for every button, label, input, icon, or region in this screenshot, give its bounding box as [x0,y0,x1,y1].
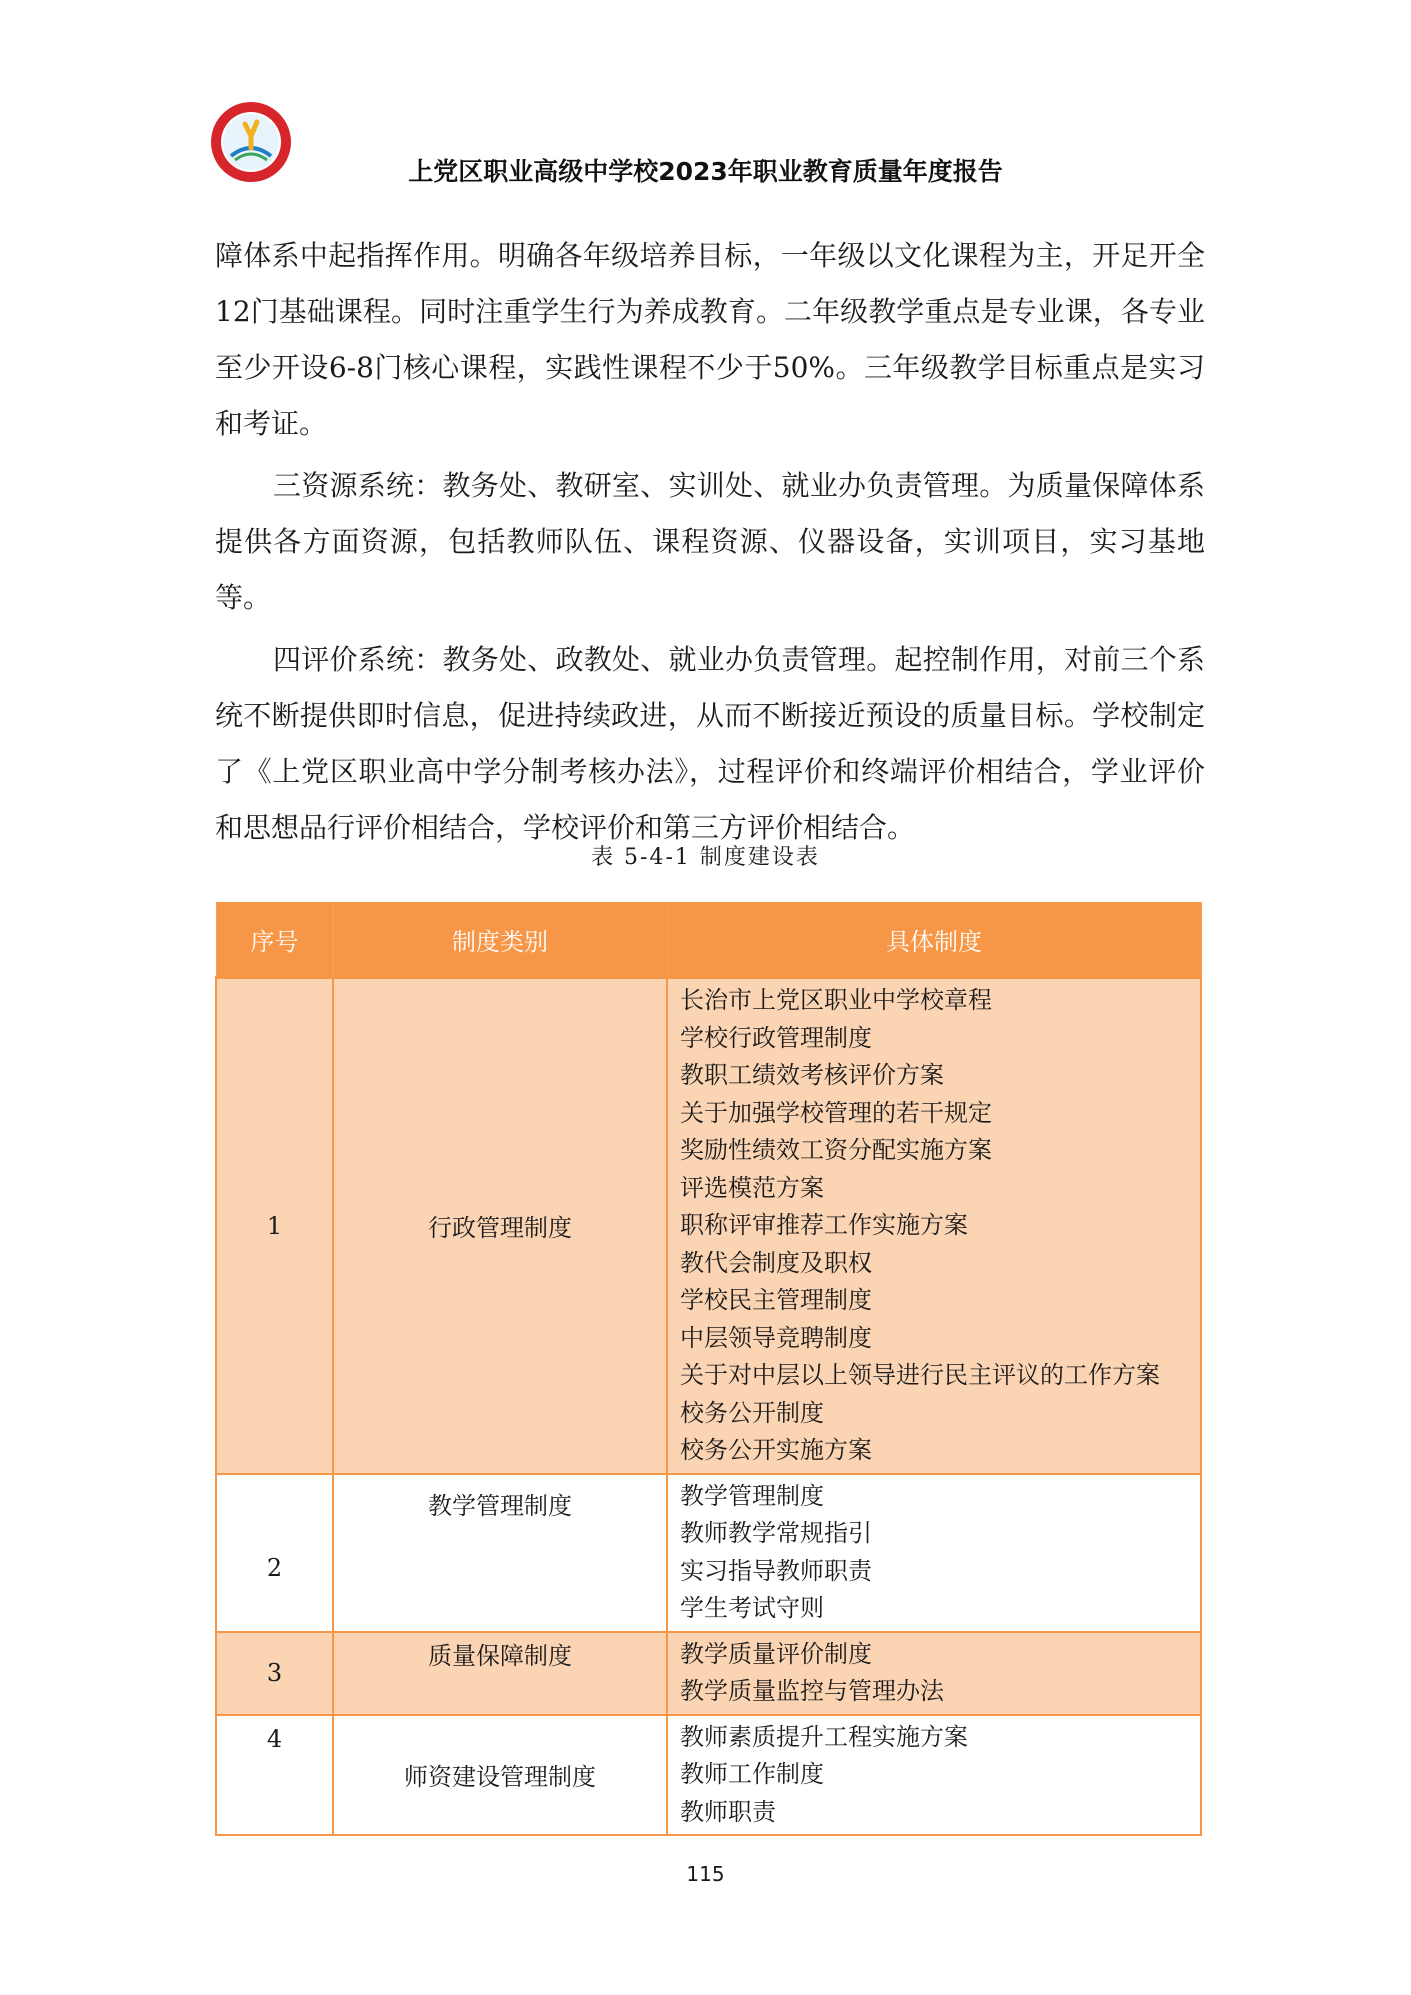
row-category [333,1474,667,1632]
header-category: 制度类别 [333,902,667,978]
page-number: 115 [686,1862,725,1886]
regulation-item: 学校民主管理制度 [680,1286,872,1314]
regulation-item: 教学质量评价制度 [680,1639,872,1668]
regulation-item: 学校行政管理制度 [680,1023,872,1052]
table-header-row [216,902,1201,978]
paragraph-3: 四评价系统：教务处、政教处、就业办负责管理。起控制作用，对前三个系统不断提供即时信息，促进持续政进，从而不断接近预设的质量目标。学校制定了《上党区职业高中学分制考核办法》，过程评价和终端评价相结合，学业评价和思想品行评价相结合，学校评价和第三方评价相结合。 [215,643,1205,844]
table-row [216,1632,1201,1715]
table-row [216,1474,1201,1632]
paragraph-1: 障体系中起指挥作用。明确各年级培养目标，一年级以文化课程为主，开足开全12门基础课程。同时注重学生行为养成教育。二年级教学重点是专业课，各专业至少开设6-8门核心课程，实践性课程不少于50%。三年级教学目标重点是实习和考证。 [215,239,1205,440]
regulation-item: 教学质量监控与管理办法 [680,1677,944,1705]
row-category [333,1632,667,1715]
row-serial-text: 2 [266,1553,283,1582]
regulation-item: 教师工作制度 [680,1760,824,1788]
row-category-text: 质量保障制度 [428,1641,572,1670]
table-caption: 表 5-4-1 制度建设表 [591,845,820,870]
header-regulations: 具体制度 [667,902,1201,978]
row-serial: 1 [216,978,333,1474]
table-row [216,1715,1201,1836]
regulation-item: 长治市上党区职业中学校章程 [680,986,992,1014]
paragraph-2: 三资源系统：教务处、教研室、实训处、就业办负责管理。为质量保障体系提供各方面资源，包括教师队伍、课程资源、仪器设备，实训项目，实习基地等。 [215,469,1205,614]
regulation-item: 校务公开实施方案 [680,1436,872,1464]
row-serial-text: 4 [266,1724,283,1753]
report-title: 上党区职业高级中学校2023年职业教育质量年度报告 [408,157,1003,186]
row-regulations [667,1715,1201,1836]
row-serial: 3 [216,1632,333,1715]
regulation-item: 评选模范方案 [680,1173,824,1202]
row-serial [216,1474,333,1632]
row-serial [216,1715,333,1836]
regulation-item: 教师教学常规指引 [680,1519,872,1547]
table-row [216,978,1201,1474]
regulation-item: 教代会制度及职权 [680,1248,872,1277]
body-text [215,228,1205,862]
regulation-item: 教师素质提升工程实施方案 [680,1722,968,1751]
row-category: 师资建设管理制度 [333,1715,667,1836]
header-serial: 序号 [216,902,333,978]
regulation-table [215,902,1202,1836]
regulation-item: 中层领导竞聘制度 [680,1323,872,1352]
row-regulations [667,978,1201,1474]
regulation-item: 职称评审推荐工作实施方案 [680,1211,968,1239]
regulation-item: 关于对中层以上领导进行民主评议的工作方案 [680,1361,1160,1389]
regulation-item: 教职工绩效考核评价方案 [680,1061,944,1089]
row-category-text: 教学管理制度 [428,1491,572,1520]
row-regulations [667,1632,1201,1715]
regulation-item: 关于加强学校管理的若干规定 [680,1098,992,1127]
regulation-item: 实习指导教师职责 [680,1556,872,1585]
regulation-item: 教师职责 [680,1797,776,1826]
row-category: 行政管理制度 [333,978,667,1474]
regulation-item: 校务公开制度 [680,1398,824,1427]
row-regulations [667,1474,1201,1632]
regulation-item: 教学管理制度 [680,1481,824,1510]
regulation-item: 学生考试守则 [680,1594,824,1622]
regulation-item: 奖励性绩效工资分配实施方案 [680,1136,992,1164]
